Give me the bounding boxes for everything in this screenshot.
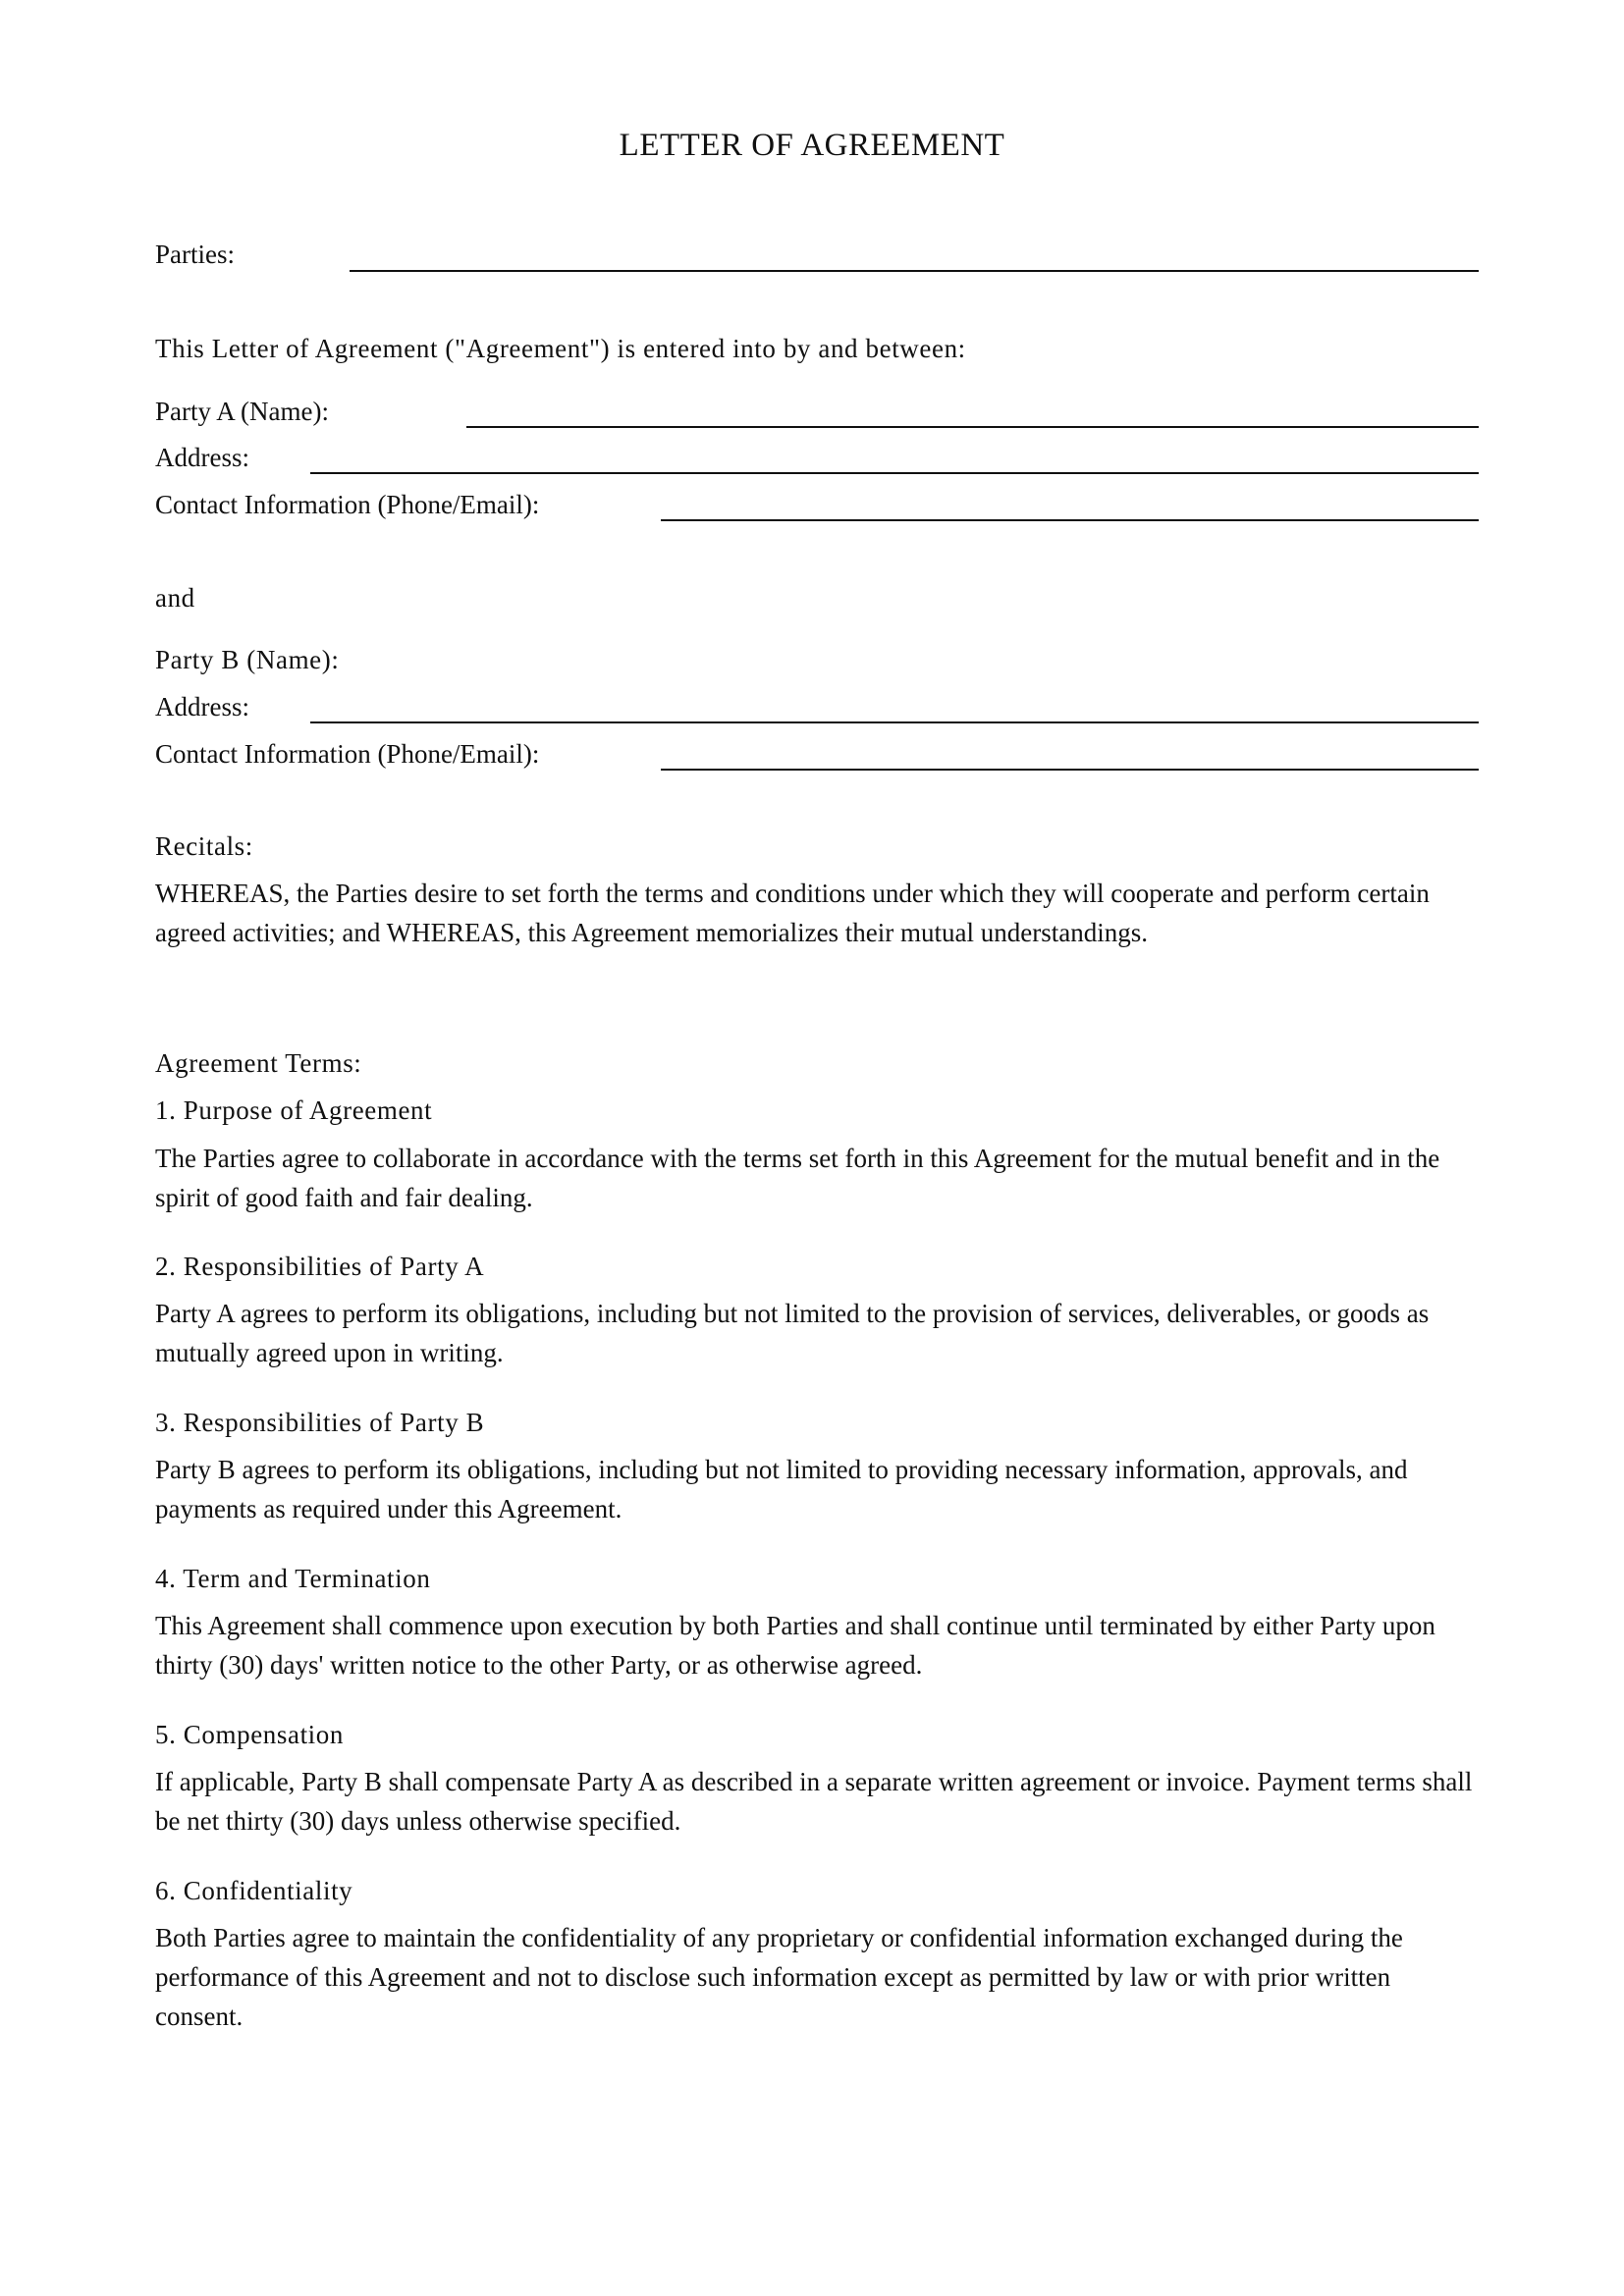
section-paragraph: The Parties agree to collaborate in accordance with the terms set forth in this Agreement for the mutual benefit and in the spirit of good faith and fair dealing. [155,1144,1440,1212]
party-a-address-field-line[interactable] [310,472,1479,474]
section-body [155,1762,1481,1841]
party-a-address-label: Address: [155,443,249,472]
section-body [155,1294,1481,1372]
document-title: LETTER OF AGREEMENT [619,128,1005,163]
section-body [155,1606,1481,1684]
section-paragraph: Party A agrees to perform its obligations, including but not limited to the provision of services, deliverables, or goods as mutually agreed upon in writing. [155,1299,1430,1367]
section-paragraph: Party B agrees to perform its obligations, including but not limited to providing necessary information, approvals, and payments as required under this Agreement. [155,1455,1408,1523]
section-paragraph: Both Parties agree to maintain the confidentiality of any proprietary or confidential information exchanged during the performance of this Agreement and not to disclose such information except as permitted by law or with prior written consent. [155,1923,1403,2031]
section-heading: 1. Purpose of Agreement [155,1095,433,1125]
section-paragraph: If applicable, Party B shall compensate Party A as described in a separate written agreement or invoice. Payment terms shall be net thirty (30) days unless otherwise specified. [155,1767,1473,1836]
party-b-contact-label: Contact Information (Phone/Email): [155,739,540,769]
party-a-contact-field-line[interactable] [661,519,1479,521]
party-a-contact-label: Contact Information (Phone/Email): [155,490,540,519]
party-b-contact-field-line[interactable] [661,769,1479,771]
section-body [155,1918,1481,2036]
recitals-text [155,874,1481,952]
party-b-name-label: Party B (Name): [155,645,340,674]
intro-text: This Letter of Agreement ("Agreement") is entered into by and between: [155,334,966,363]
recitals-heading: Recitals: [155,831,253,861]
section-heading: 3. Responsibilities of Party B [155,1408,485,1437]
section-body [155,1139,1481,1217]
parties-field-line[interactable] [350,270,1479,272]
section-heading: 6. Confidentiality [155,1876,353,1905]
party-b-address-field-line[interactable] [310,721,1479,723]
parties-label: Parties: [155,240,235,269]
party-a-name-field-line[interactable] [466,426,1479,428]
section-body [155,1450,1481,1528]
section-paragraph: This Agreement shall commence upon execution by both Parties and shall continue until terminated by either Party upon thirty (30) days' written notice to the other Party, or as otherwise agreed. [155,1611,1435,1680]
section-heading: 5. Compensation [155,1720,344,1749]
section-heading: 2. Responsibilities of Party A [155,1252,485,1281]
party-a-name-label: Party A (Name): [155,397,329,426]
party-b-address-label: Address: [155,692,249,721]
and-label: and [155,583,195,613]
section-heading: 4. Term and Termination [155,1564,431,1593]
recitals-paragraph: WHEREAS, the Parties desire to set forth the terms and conditions under which they will cooperate and perform certain agreed activities; and WHEREAS, this Agreement memorializes their mutual understandings. [155,879,1430,947]
terms-heading: Agreement Terms: [155,1048,362,1078]
